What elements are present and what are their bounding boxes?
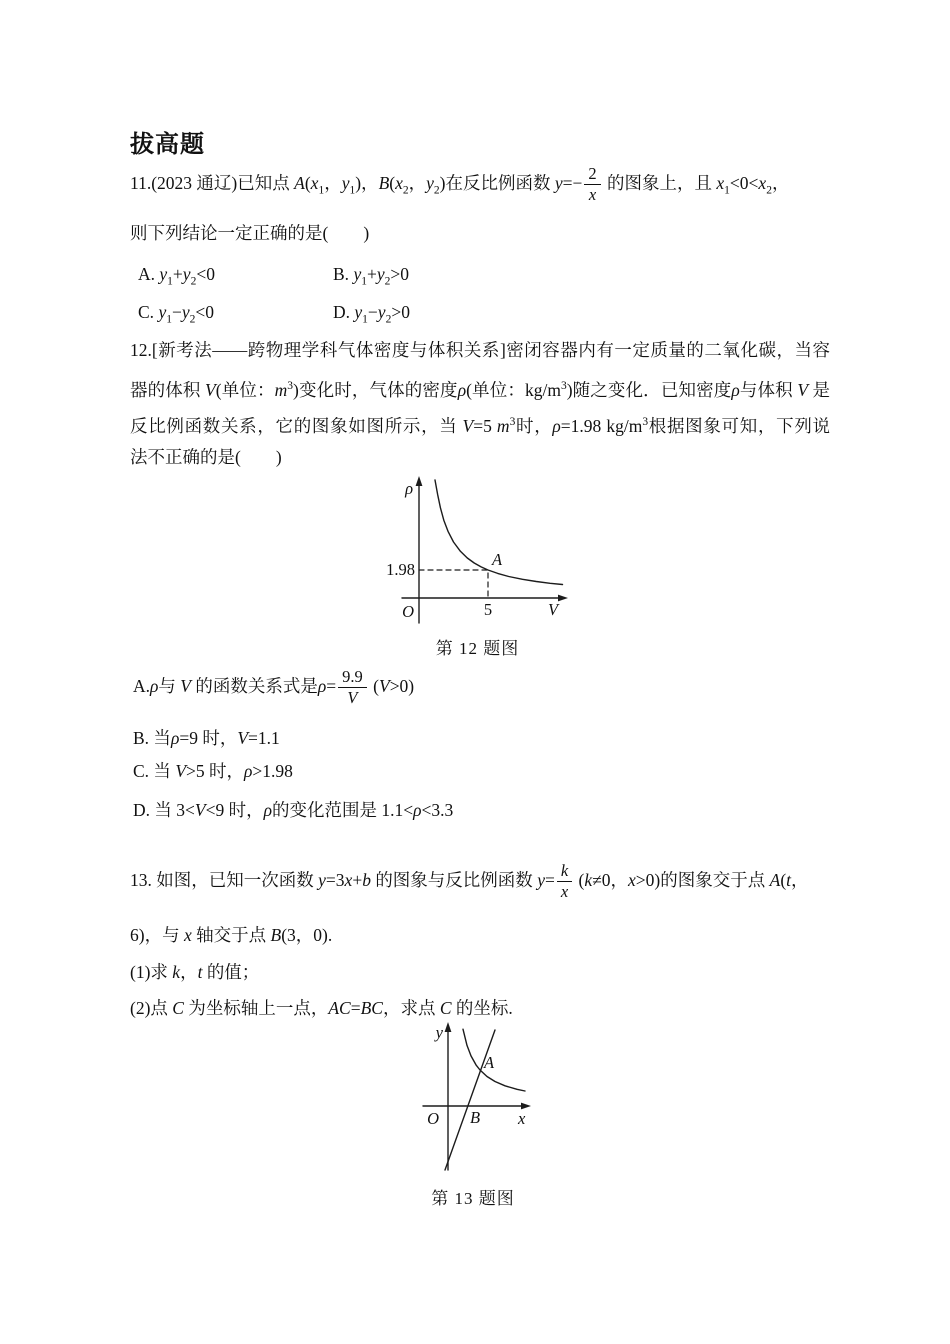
- section-heading: 拔高题: [130, 131, 205, 158]
- v-axis-label: V: [548, 600, 559, 619]
- origin-label: O: [402, 602, 414, 621]
- figure-12-caption: 第 12 题图: [435, 639, 520, 658]
- origin-label: O: [427, 1109, 439, 1128]
- problem-11-option-c: C. $y_1-y_2<0$: [138, 302, 214, 326]
- problem-12-option-d: D. 当 3<V<9 时，ρ的变化范围是 1.1<ρ<3.3: [133, 800, 454, 820]
- problem-12-stem-line-4: 法不正确的是( ): [130, 447, 282, 467]
- problem-12-stem-line-2: 器的体积 V(单位：$m^3$)变化时，气体的密度ρ(单位：$kg/m^3$)随之变化．已知密度ρ与体积 V 是: [130, 379, 831, 400]
- linear-function-line: [445, 1030, 495, 1170]
- x-tick-label: 5: [483, 600, 493, 619]
- problem-12-option-c: C. 当 V>5 时，ρ>1.98: [133, 761, 293, 781]
- problem-13-stem-line-1: 13. 如图，已知一次函数 y=3x+b 的图象与反比例函数 y= $\frac{k}{x}$ (k≠0，x>0)的图象交于点 A(t，: [130, 861, 809, 902]
- problem-12-stem-line-3: 反比例函数关系，它的图象如图所示，当 V=5 $m^3$时，ρ=1.98 $kg/m^3$根据图象可知，下列说: [130, 415, 831, 436]
- problem-11-option-a: A. $y_1+y_2<0$: [138, 264, 215, 288]
- y-axis-arrow-icon: [445, 1022, 452, 1032]
- problem-13-part-2: (2)点 C 为坐标轴上一点，AC=BC，求点 C 的坐标.: [130, 998, 513, 1018]
- x-axis-label: x: [518, 1109, 526, 1128]
- problem-11-option-d: D. $y_1-y_2>0$: [333, 302, 410, 326]
- dashed-guides: [419, 570, 488, 598]
- point-a-label: A: [492, 550, 503, 569]
- figure-13-caption: 第 13 题图: [431, 1189, 515, 1208]
- figure-13-graph: [415, 1020, 575, 1180]
- point-b-label: B: [470, 1108, 481, 1127]
- rho-axis-arrow-icon: [416, 476, 423, 486]
- problem-11-stem-line-2: 则下列结论一定正确的是( ): [130, 223, 370, 243]
- problem-12-option-a: A.ρ与 V 的函数关系式是ρ= $\frac{9.9}{V}$ (V>0): [133, 667, 415, 708]
- problem-13-stem-line-2: 6)，与 x 轴交于点 B(3，0).: [130, 925, 333, 945]
- problem-12-option-b: B. 当ρ=9 时，V=1.1: [133, 728, 280, 748]
- problem-11-stem-line-1: 11.(2023 通辽)已知点 $A(x_1$，$y_1$)，$B(x_2$，$y_2$)在反比例函数 y=− $\frac{2}{x}$ 的图象上，且 $x_1<0<x_2$，: [130, 164, 790, 205]
- y-tick-label: 1.98: [386, 560, 415, 579]
- problem-12-stem-line-1: 12.[新考法——跨物理学科气体密度与体积关系]密闭容器内有一定质量的二氧化碳，当容: [130, 340, 830, 360]
- figure-12-graph: [380, 475, 620, 630]
- problem-13-part-1: (1)求 k，t 的值；: [130, 962, 260, 982]
- problem-11-option-b: B. $y_1+y_2>0$: [333, 264, 409, 288]
- rho-axis-label: ρ: [405, 479, 413, 498]
- point-a-label: A: [484, 1053, 495, 1072]
- v-axis-arrow-icon: [558, 595, 568, 602]
- y-axis-label: y: [435, 1023, 443, 1042]
